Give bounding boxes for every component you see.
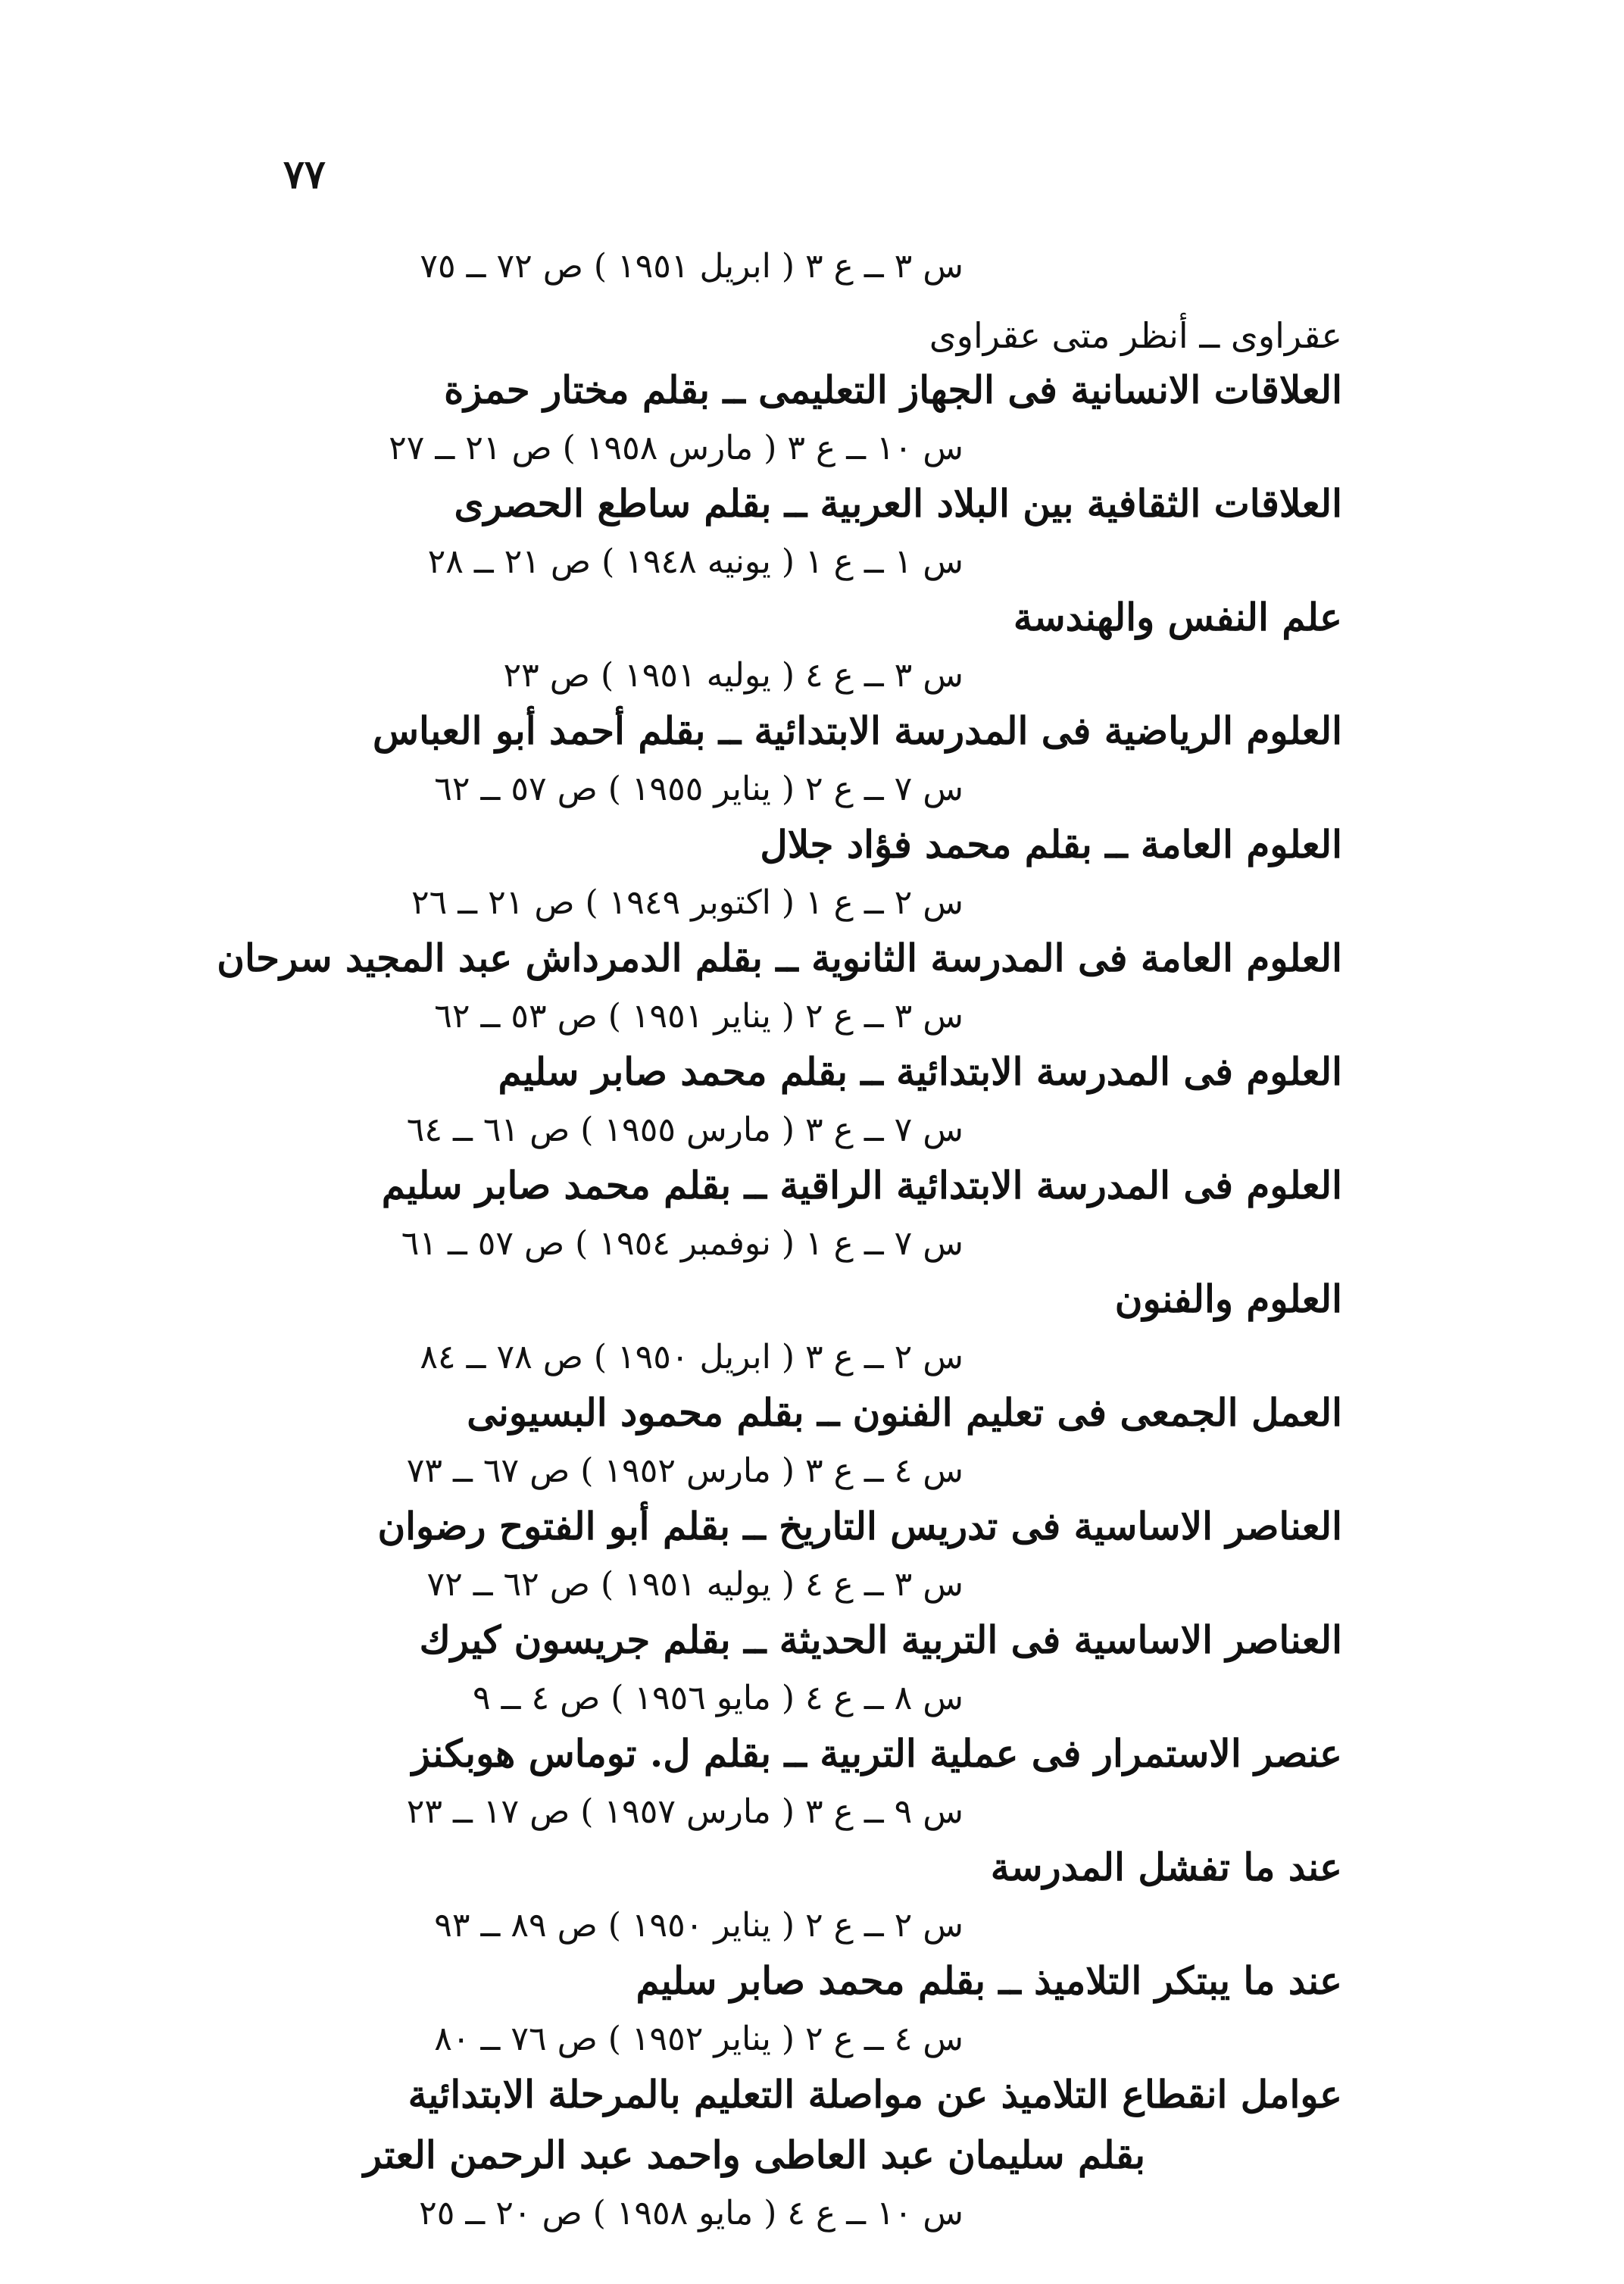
index-entry-title: العلوم والفنون <box>1114 1276 1342 1321</box>
citation-line: س ٤ ــ ع ٣ ( مارس ١٩٥٢ ) ص ٦٧ ــ ٧٣ <box>406 1451 963 1490</box>
index-entry-title: العلاقات الثقافية بين البلاد العربية ــ بقلم ساطع الحصرى <box>454 481 1342 526</box>
citation-line: س ٣ ــ ع ٤ ( يوليه ١٩٥١ ) ص ٦٢ ــ ٧٢ <box>426 1565 963 1604</box>
index-entry-title: العلوم فى المدرسة الابتدائية الراقية ــ بقلم محمد صابر سليم <box>381 1163 1342 1208</box>
citation-line: س ٤ ــ ع ٢ ( يناير ١٩٥٢ ) ص ٧٦ ــ ٨٠ <box>434 2020 963 2058</box>
citation-line: س ٢ ــ ع ٢ ( يناير ١٩٥٠ ) ص ٨٩ ــ ٩٣ <box>434 1906 963 1945</box>
citation-line: س ٨ ــ ع ٤ ( مايو ١٩٥٦ ) ص ٤ ــ ٩ <box>473 1679 963 1717</box>
citation-line: س ١٠ ــ ع ٤ ( مايو ١٩٥٨ ) ص ٢٠ ــ ٢٥ <box>419 2194 963 2232</box>
index-entry-title: العلاقات الانسانية فى الجهاز التعليمى ــ بقلم مختار حمزة <box>444 367 1342 412</box>
index-entry-title: علم النفس والهندسة <box>1013 595 1342 639</box>
citation-line: س ٢ ــ ع ٣ ( ابريل ١٩٥٠ ) ص ٧٨ ــ ٨٤ <box>420 1338 963 1376</box>
citation-line: س ٩ ــ ع ٣ ( مارس ١٩٥٧ ) ص ١٧ ــ ٢٣ <box>406 1792 963 1831</box>
index-entry-title: العناصر الاساسية فى التربية الحديثة ــ بقلم جريسون كيرك <box>419 1617 1342 1662</box>
citation-line: س ٣ ــ ع ٣ ( ابريل ١٩٥١ ) ص ٧٢ ــ ٧٥ <box>420 247 963 286</box>
page-number: ٧٧ <box>283 152 326 198</box>
citation-line: س ١ ــ ع ١ ( يونيه ١٩٤٨ ) ص ٢١ ــ ٢٨ <box>427 542 963 581</box>
index-entry-title: عند ما يبتكر التلاميذ ــ بقلم محمد صابر سليم <box>636 1958 1342 2003</box>
citation-line: س ٢ ــ ع ١ ( اكتوبر ١٩٤٩ ) ص ٢١ ــ ٢٦ <box>411 883 963 922</box>
citation-line: س ٧ ــ ع ١ ( نوفمبر ١٩٥٤ ) ص ٥٧ ــ ٦١ <box>401 1224 963 1263</box>
index-entry-title: عوامل انقطاع التلاميذ عن مواصلة التعليم بالمرحلة الابتدائية <box>408 2072 1342 2117</box>
citation-line: س ٧ ــ ع ٣ ( مارس ١٩٥٥ ) ص ٦١ ــ ٦٤ <box>406 1111 963 1149</box>
index-entry-author-line: بقلم سليمان عبد العاطى واحمد عبد الرحمن العتر <box>363 2132 1145 2177</box>
index-entry-title: العلوم فى المدرسة الابتدائية ــ بقلم محمد صابر سليم <box>498 1049 1342 1094</box>
index-entry-title: العلوم الرياضية فى المدرسة الابتدائية ــ بقلم أحمد أبو العباس <box>372 708 1342 753</box>
citation-line: س ٣ ــ ع ٤ ( يوليه ١٩٥١ ) ص ٢٣ <box>503 656 963 695</box>
cross-reference-entry: عقراوى ــ أنظر متى عقراوى <box>929 315 1342 356</box>
index-entry-title: العمل الجمعى فى تعليم الفنون ــ بقلم محمود البسيونى <box>467 1390 1342 1435</box>
index-entry-title: عنصر الاستمرار فى عملية التربية ــ بقلم ل. توماس هوبكنز <box>411 1731 1342 1776</box>
citation-line: س ٣ ــ ع ٢ ( يناير ١٩٥١ ) ص ٥٣ ــ ٦٢ <box>434 997 963 1036</box>
index-entry-title: العلوم العامة فى المدرسة الثانوية ــ بقلم الدمرداش عبد المجيد سرحان <box>217 936 1342 980</box>
index-entry-title: العلوم العامة ــ بقلم محمد فؤاد جلال <box>760 822 1342 867</box>
citation-line: س ١٠ ــ ع ٣ ( مارس ١٩٥٨ ) ص ٢١ ــ ٢٧ <box>389 429 963 467</box>
citation-line: س ٧ ــ ع ٢ ( يناير ١٩٥٥ ) ص ٥٧ ــ ٦٢ <box>434 770 963 808</box>
index-entry-title: عند ما تفشل المدرسة <box>990 1845 1342 1889</box>
index-entry-title: العناصر الاساسية فى تدريس التاريخ ــ بقلم أبو الفتوح رضوان <box>377 1504 1342 1548</box>
